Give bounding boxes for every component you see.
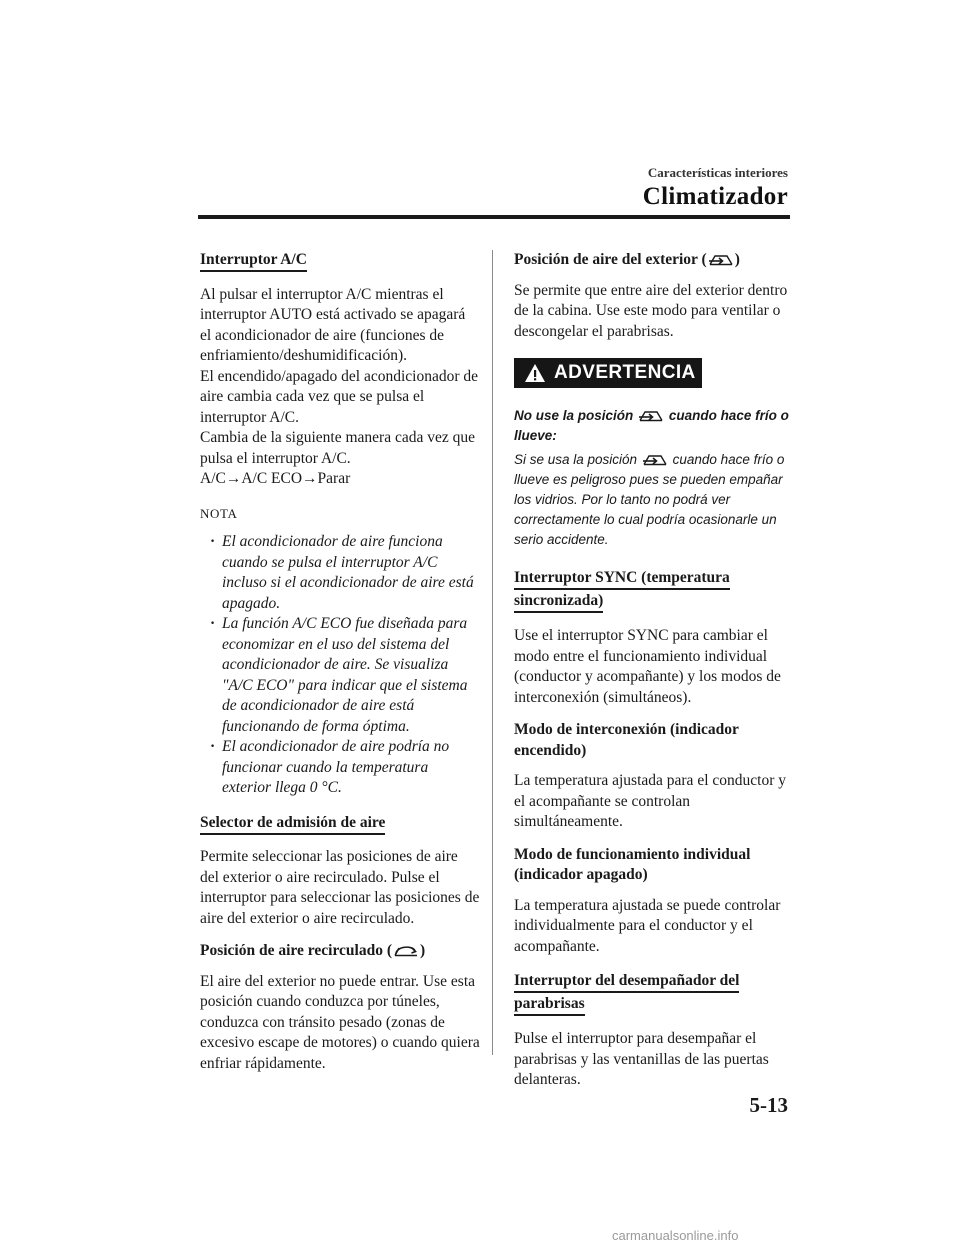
recirculated-air-icon bbox=[393, 943, 419, 957]
outside-air-icon bbox=[708, 252, 734, 266]
note-item: · El acondicionador de aire podría no funcionar cuando la temperatura exterior llega 0 °C. bbox=[210, 737, 480, 799]
header-rule bbox=[198, 215, 790, 219]
warning-triangle-icon bbox=[524, 363, 546, 383]
outside-air-icon bbox=[638, 408, 664, 422]
interconnection-mode-heading: Modo de interconexión (indicador encendido) bbox=[514, 721, 739, 759]
outside-air-heading: Posición de aire del exterior ( ) bbox=[514, 251, 740, 268]
sync-switch-heading: Interruptor SYNC (temperatura sincronizada) bbox=[514, 566, 796, 612]
watermark: carmanualsonline.info bbox=[612, 1228, 739, 1243]
individual-mode-heading: Modo de funcionamiento individual (indicador apagado) bbox=[514, 845, 751, 883]
note-label: NOTA bbox=[200, 505, 238, 521]
warning-label: ADVERTENCIA bbox=[554, 361, 696, 383]
ac-paragraph-3: Cambia de la siguiente manera cada vez que pulsa el interruptor A/C. bbox=[200, 429, 475, 467]
interconnection-mode-paragraph: La temperatura ajustada para el conductor y el acompañante se controlan simultáneamente. bbox=[514, 772, 786, 830]
ac-sequence: A/C→A/C ECO→Parar bbox=[200, 470, 351, 487]
section-label: Características interiores bbox=[647, 165, 788, 180]
recirc-heading: Posición de aire recirculado ( ) bbox=[200, 942, 426, 959]
outside-air-icon bbox=[642, 452, 668, 466]
warning-badge bbox=[514, 358, 702, 388]
page-number: 5-13 bbox=[749, 1093, 788, 1117]
defroster-paragraph: Pulse el interruptor para desempañar el parabrisas y las ventanillas de las puertas delanteras. bbox=[514, 1030, 769, 1088]
note-list bbox=[210, 532, 480, 799]
warning-title: No use la posición cuando hace frío o llueve: bbox=[514, 408, 789, 443]
ac-paragraph-2: El encendido/apagado del acondicionador de aire cambia cada vez que se pulsa el interruptor A/C. bbox=[200, 367, 479, 426]
intake-paragraph: Permite seleccionar las posiciones de aire del exterior o aire recirculado. Pulse el interruptor para seleccionar las posiciones de aire del exterior o aire recirculado. bbox=[200, 848, 480, 927]
note-item: · La función A/C ECO fue diseñada para economizar en el uso del sistema del acondicionador de aire. Se visualiza "A/C ECO" para indicar que el sistema de acondicionador de aire está funcionando de forma óptima. bbox=[210, 614, 480, 737]
recirc-paragraph: El aire del exterior no puede entrar. Use esta posición cuando conduzca por túneles, conduzca con tránsito pesado (zonas de excesivo escape de motores) o cuando quiera enfriar rápidamente. bbox=[200, 972, 480, 1072]
warning-body: Si se usa la posición cuando hace frío o llueve es peligroso pues se pueden empañar los vidrios. Por lo tanto no podrá ver correctamente lo cual podría ocasionarle un serio accidente. bbox=[514, 452, 785, 547]
page-title: Climatizador bbox=[642, 183, 788, 210]
outside-air-paragraph: Se permite que entre aire del exterior dentro de la cabina. Use este modo para ventilar o descongelar el parabrisas. bbox=[514, 281, 788, 340]
left-column bbox=[200, 250, 480, 1086]
right-column bbox=[514, 250, 796, 1103]
intake-selector-heading: Selector de admisión de aire bbox=[200, 813, 480, 834]
ac-switch-heading: Interruptor A/C bbox=[200, 250, 480, 271]
sync-paragraph: Use el interruptor SYNC para cambiar el modo entre el funcionamiento individual (conductor y acompañante) y los modos de interconexión (simultáneos). bbox=[514, 627, 781, 706]
defroster-switch-heading: Interruptor del desempañador del parabrisas bbox=[514, 969, 796, 1015]
column-divider bbox=[492, 250, 493, 1055]
note-item: · El acondicionador de aire funciona cuando se pulsa el interruptor A/C incluso si el acondicionador de aire está apagado. bbox=[210, 532, 480, 614]
individual-mode-paragraph: La temperatura ajustada se puede controlar individualmente para el conductor y el acompañante. bbox=[514, 896, 781, 955]
ac-paragraph-1: Al pulsar el interruptor A/C mientras el interruptor AUTO está activado se apagará el acondicionador de aire (funciones de enfriamiento/deshumidificación). bbox=[200, 285, 466, 364]
